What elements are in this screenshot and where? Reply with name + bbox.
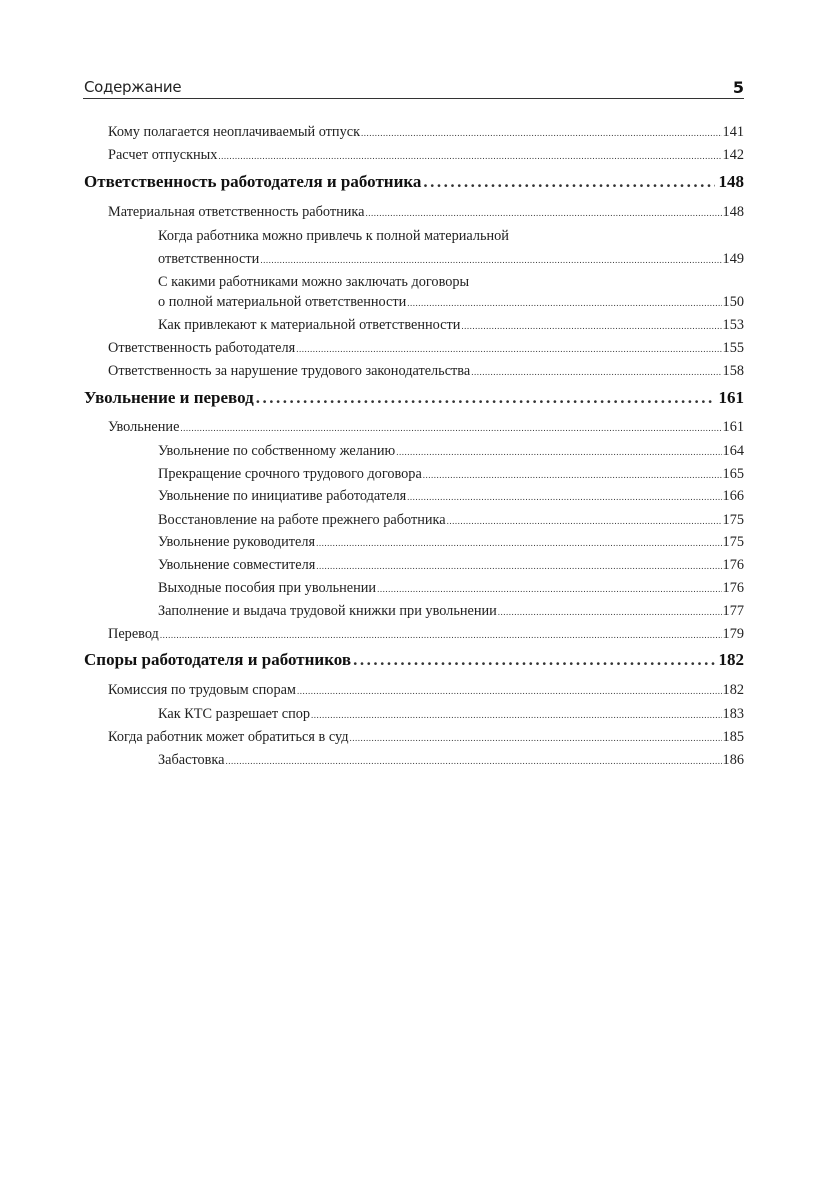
toc-entry[interactable] (158, 555, 744, 576)
toc-entry-title: Забастовка (158, 752, 225, 768)
toc-entry[interactable] (108, 727, 744, 748)
header-page-number: 5 (732, 78, 744, 97)
toc-entry-page: 176 (722, 580, 744, 596)
toc-entry-title: Заполнение и выдача трудовой книжки при увольнении (158, 603, 497, 619)
toc-entry-page: 165 (722, 466, 744, 482)
toc-entry-title: Увольнение совместителя (158, 557, 316, 573)
toc-chapter[interactable] (84, 172, 744, 192)
dot-leader (218, 146, 721, 166)
dot-leader (471, 362, 721, 382)
toc-entry-page: 150 (722, 294, 744, 310)
dot-leader (160, 625, 722, 645)
toc-entry-title: Комиссия по трудовым спорам (108, 682, 296, 698)
toc-entry[interactable] (158, 510, 744, 531)
toc-entry[interactable] (108, 680, 744, 701)
toc-entry-page: 179 (722, 626, 744, 642)
toc-entry-page: 153 (722, 317, 744, 333)
header-title: Содержание (84, 78, 182, 96)
dot-leader (180, 418, 721, 438)
toc-entry-title: ответственности (158, 251, 260, 267)
toc-entry-page: 182 (722, 682, 744, 698)
toc-entry-title: Увольнение руководителя (158, 534, 316, 550)
toc-entry-title-line1: С какими работниками можно заключать договоры (158, 274, 470, 290)
toc-chapter-title: Споры работодателя и работников (84, 650, 352, 669)
toc-entry-page: 177 (722, 603, 744, 619)
toc-entry-title: Ответственность за нарушение трудового законодательства (108, 363, 471, 379)
dot-leader (350, 728, 722, 748)
toc-entry[interactable] (158, 601, 744, 622)
toc-entry[interactable] (108, 122, 744, 143)
toc-entry-page: 186 (722, 752, 744, 768)
toc-entry[interactable] (108, 417, 744, 438)
toc-entry-title: Восстановление на работе прежнего работника (158, 512, 446, 528)
toc-entry[interactable] (158, 464, 744, 485)
toc-entry-page: 164 (722, 443, 744, 459)
toc-entry-title: Перевод (108, 626, 159, 642)
dot-leader (447, 511, 722, 531)
toc-entry[interactable] (108, 338, 744, 359)
dot-leader (353, 650, 714, 670)
toc-entry-page: 141 (722, 124, 744, 140)
dot-leader (396, 442, 721, 462)
dot-leader (461, 316, 721, 336)
toc-chapter-page: 182 (718, 650, 744, 669)
toc-entry-title: Выходные пособия при увольнении (158, 580, 377, 596)
dot-leader (311, 705, 722, 725)
toc-entry-title: Как привлекают к материальной ответственности (158, 317, 461, 333)
toc-entry[interactable] (158, 315, 744, 336)
toc-entry-page: 175 (722, 512, 744, 528)
toc-entry-title: Увольнение (108, 419, 180, 435)
toc-entry[interactable] (158, 532, 744, 553)
toc-entry-title: Когда работник может обратиться в суд (108, 729, 349, 745)
toc-entry-page: 166 (722, 488, 744, 504)
dot-leader (226, 751, 722, 771)
toc-entry-title: о полной материальной ответственности (158, 294, 407, 310)
toc-chapter-page: 161 (718, 388, 744, 407)
dot-leader (316, 533, 721, 553)
toc-entry-page: 185 (722, 729, 744, 745)
toc-entry-title: Увольнение по собственному желанию (158, 443, 396, 459)
dot-leader (407, 487, 721, 507)
toc-entry-title: Кому полагается неоплачиваемый отпуск (108, 124, 361, 140)
dot-leader (361, 123, 722, 143)
toc-entry-page: 155 (722, 340, 744, 356)
dot-leader (256, 388, 715, 408)
dot-leader (377, 579, 721, 599)
toc-entry-title: Увольнение по инициативе работодателя (158, 488, 407, 504)
dot-leader (365, 203, 721, 223)
dot-leader (423, 465, 722, 485)
toc-entry[interactable] (108, 145, 744, 166)
toc-chapter[interactable] (84, 388, 744, 408)
toc-entry[interactable] (158, 226, 744, 270)
toc-chapter[interactable] (84, 650, 744, 670)
toc-entry[interactable] (158, 578, 744, 599)
toc-entry-page: 158 (722, 363, 744, 379)
toc-entry[interactable] (158, 750, 744, 771)
toc-entry-title: Прекращение срочного трудового договора (158, 466, 422, 482)
toc-chapter-title: Увольнение и перевод (84, 388, 254, 407)
dot-leader (296, 339, 721, 359)
toc-entry-page: 183 (722, 706, 744, 722)
toc-entry[interactable] (158, 441, 744, 462)
toc-entry-title-line1: Когда работника можно привлечь к полной материальной (158, 228, 509, 244)
toc-entry-page: 161 (722, 419, 744, 435)
toc-chapter-page: 148 (718, 172, 744, 191)
toc-entry-page: 176 (722, 557, 744, 573)
dot-leader (316, 556, 721, 576)
toc-entry-page: 175 (722, 534, 744, 550)
toc-entry-page: 142 (722, 147, 744, 163)
toc-entry[interactable] (108, 624, 744, 645)
toc-entry-page: 149 (722, 251, 744, 267)
dot-leader (297, 681, 722, 701)
dot-leader (423, 172, 714, 192)
toc-entry-title: Ответственность работодателя (108, 340, 296, 356)
toc-entry-title: Материальная ответственность работника (108, 204, 365, 220)
toc-entry-title: Расчет отпускных (108, 147, 218, 163)
toc-entry[interactable] (158, 486, 744, 507)
toc-chapter-title: Ответственность работодателя и работника (84, 172, 422, 191)
running-header (83, 76, 744, 99)
dot-leader (498, 602, 722, 622)
toc-entry[interactable] (158, 272, 744, 313)
toc-entry[interactable] (108, 202, 744, 223)
toc-entry[interactable] (158, 704, 744, 725)
toc-entry-title: Как КТС разрешает спор (158, 706, 311, 722)
toc-entry[interactable] (108, 361, 744, 382)
dot-leader (260, 250, 721, 270)
dot-leader (407, 293, 721, 313)
toc-entry-page: 148 (722, 204, 744, 220)
